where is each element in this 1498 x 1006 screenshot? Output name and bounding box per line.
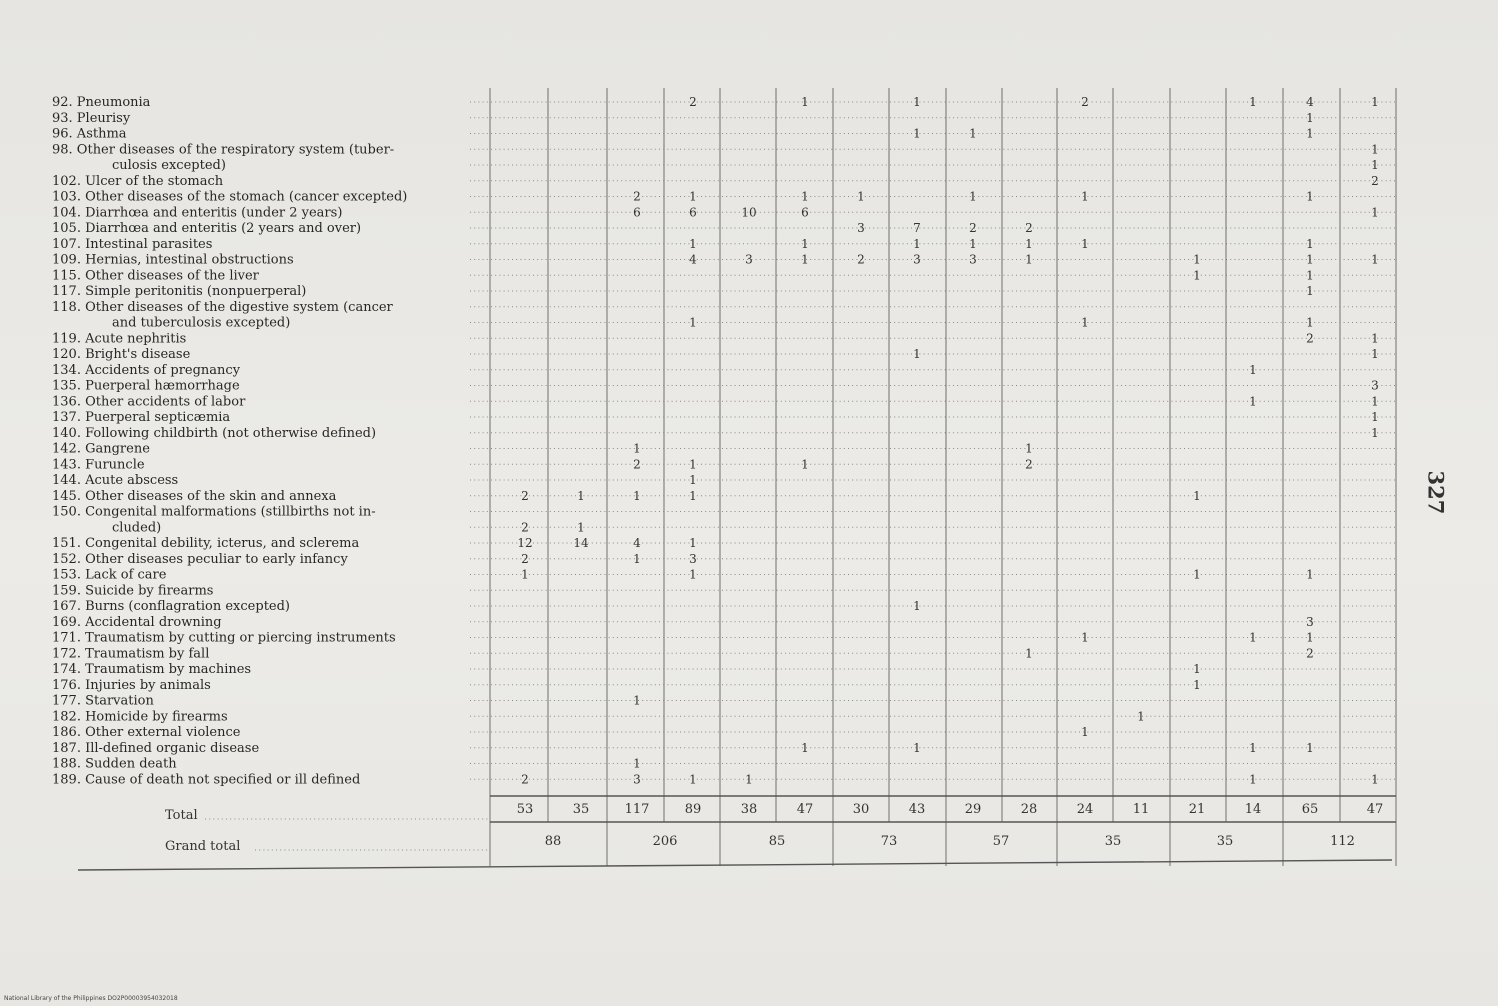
cause-label: cluded) (112, 520, 162, 536)
cell-value: 1 (1306, 110, 1314, 125)
total-value: 24 (1076, 802, 1094, 817)
cell-value: 1 (1025, 441, 1033, 456)
cause-label: 115. Other diseases of the liver (52, 268, 259, 284)
cause-label: 107. Intestinal parasites (52, 236, 213, 252)
cell-value: 1 (1249, 630, 1257, 645)
cause-label: 119. Acute nephritis (52, 331, 187, 347)
cell-value: 1 (1371, 158, 1379, 172)
cause-label: 104. Diarrhœa and enteritis (under 2 years) (52, 205, 343, 221)
cell-value: 1 (969, 189, 977, 204)
cell-value: 6 (633, 205, 641, 220)
cause-label: 118. Other diseases of the digestive system (cancer (52, 299, 393, 315)
cell-value: 1 (1193, 567, 1201, 582)
cell-value: 1 (913, 236, 921, 251)
cause-label: 169. Accidental drowning (52, 614, 222, 630)
library-footer: National Library of the Philippines DO2P00003954032018 (4, 995, 178, 1002)
cause-label: 186. Other external violence (52, 725, 241, 740)
cause-label: 176. Injuries by animals (52, 677, 211, 693)
cell-value: 1 (913, 95, 921, 109)
cell-value: 1 (1193, 252, 1201, 267)
total-value: 35 (572, 802, 590, 817)
cause-label: 98. Other diseases of the respiratory system (tuber- (52, 142, 395, 158)
cell-value: 1 (1193, 677, 1201, 692)
total-value: 43 (908, 802, 926, 817)
table-bottom-rule (78, 860, 1392, 870)
cause-label: 142. Gangrene (52, 441, 150, 457)
cause-label: 159. Suicide by firearms (52, 583, 214, 599)
cell-value: 1 (1371, 347, 1379, 361)
cell-value: 4 (689, 252, 697, 267)
cell-value: 1 (969, 126, 977, 141)
cell-value: 1 (801, 252, 809, 267)
cell-value: 1 (1249, 95, 1257, 109)
total-value: 38 (740, 802, 758, 817)
cell-value: 1 (1306, 268, 1314, 283)
grand-total-value: 85 (768, 834, 786, 849)
cause-label: 152. Other diseases peculiar to early infancy (52, 551, 348, 567)
cause-labels (52, 95, 407, 787)
total-value: 117 (624, 802, 650, 817)
cause-label: 153. Lack of care (52, 567, 167, 583)
total-value: 28 (1020, 802, 1038, 817)
cell-value: 1 (857, 189, 865, 204)
cell-value: 2 (689, 95, 697, 109)
cell-value: 1 (969, 236, 977, 251)
cell-value: 1 (1306, 284, 1314, 298)
cell-value: 1 (689, 473, 697, 487)
cell-value: 1 (1306, 630, 1314, 645)
cause-label: 103. Other diseases of the stomach (cancer excepted) (52, 189, 408, 205)
cell-value: 1 (1371, 772, 1379, 787)
cell-value: 1 (801, 457, 809, 472)
cause-label: 174. Traumatism by machines (52, 662, 252, 677)
total-value: 11 (1132, 802, 1150, 817)
cell-value: 1 (1371, 410, 1379, 424)
cell-value: 1 (1249, 394, 1257, 409)
cause-label: 120. Bright's disease (52, 347, 191, 362)
cell-value: 1 (689, 189, 697, 204)
cell-value: 1 (1371, 95, 1379, 109)
cell-value: 1 (1081, 725, 1089, 739)
total-value: 53 (516, 802, 534, 817)
cell-value: 2 (521, 520, 529, 535)
cell-value: 1 (633, 693, 641, 708)
cell-value: 1 (1249, 740, 1257, 755)
cause-label: 134. Accidents of pregnancy (52, 362, 241, 378)
cell-value: 1 (633, 756, 641, 771)
cell-value: 1 (1306, 126, 1314, 141)
cell-value: 1 (1193, 662, 1201, 676)
cause-label: 151. Congenital debility, icterus, and sclerema (52, 536, 360, 551)
total-label: Total (165, 808, 198, 823)
cell-value: 3 (857, 221, 865, 235)
grand-total-value: 35 (1216, 834, 1234, 849)
cause-label: 137. Puerperal septicæmia (52, 410, 231, 425)
total-value: 30 (852, 802, 870, 817)
cell-value: 1 (689, 457, 697, 472)
cause-label: 117. Simple peritonitis (nonpuerperal) (52, 284, 307, 299)
cell-value: 1 (689, 236, 697, 251)
cell-value: 3 (745, 252, 753, 267)
cell-value: 1 (801, 95, 809, 109)
table-cells (517, 95, 1378, 786)
cell-value: 3 (969, 252, 977, 267)
cause-label: 145. Other diseases of the skin and annexa (52, 488, 337, 504)
cell-value: 1 (689, 315, 697, 330)
grand-total-value: 206 (652, 834, 678, 849)
cell-value: 2 (521, 551, 529, 566)
cause-label: 150. Congenital malformations (stillbirths not in- (52, 504, 376, 520)
total-value: 47 (796, 802, 814, 817)
cell-value: 1 (1306, 252, 1314, 267)
cause-label: 136. Other accidents of labor (52, 394, 246, 410)
cell-value: 12 (517, 536, 533, 550)
cell-value: 6 (689, 205, 697, 220)
cause-label: 177. Starvation (52, 693, 154, 709)
cell-value: 3 (1306, 614, 1314, 629)
cell-value: 1 (913, 740, 921, 755)
cell-value: 1 (1193, 268, 1201, 283)
cell-value: 14 (573, 536, 589, 550)
cause-label: and tuberculosis excepted) (112, 315, 291, 331)
cell-value: 1 (801, 236, 809, 251)
grand-total-value: 88 (544, 834, 562, 849)
cell-value: 2 (969, 221, 977, 235)
cause-label: 96. Asthma (52, 126, 127, 142)
cell-value: 1 (801, 740, 809, 755)
cell-value: 1 (1025, 252, 1033, 267)
cell-value: 1 (1306, 236, 1314, 251)
page-number: 327 (1423, 470, 1449, 515)
cell-value: 1 (745, 772, 753, 787)
cause-label: 92. Pneumonia (52, 95, 151, 110)
cell-value: 1 (1025, 646, 1033, 661)
total-value: 89 (684, 802, 702, 817)
cell-value: 2 (857, 252, 865, 267)
cell-value: 1 (801, 189, 809, 204)
cell-value: 1 (1081, 315, 1089, 330)
cell-value: 1 (1306, 567, 1314, 582)
cell-value: 1 (689, 772, 697, 787)
cell-value: 1 (1249, 772, 1257, 787)
cause-label: 182. Homicide by firearms (52, 709, 228, 725)
cause-label: 144. Acute abscess (52, 473, 179, 488)
cell-value: 1 (1249, 362, 1257, 377)
cell-value: 1 (1371, 142, 1379, 157)
grand-total-value: 73 (880, 834, 898, 849)
total-value: 47 (1366, 802, 1384, 817)
cause-label: 187. Ill-defined organic disease (52, 740, 260, 756)
cell-value: 1 (1306, 315, 1314, 330)
cause-label: 135. Puerperal hæmorrhage (52, 378, 240, 394)
cause-label: culosis excepted) (112, 158, 226, 173)
cell-value: 1 (689, 488, 697, 503)
cell-value: 1 (633, 488, 641, 503)
totals-row (165, 802, 1383, 854)
cell-value: 2 (1306, 646, 1314, 661)
cell-value: 2 (1025, 221, 1033, 235)
cell-value: 1 (1371, 331, 1379, 346)
cell-value: 1 (913, 126, 921, 141)
cell-value: 1 (1371, 425, 1379, 440)
cell-value: 2 (1081, 95, 1089, 109)
cell-value: 3 (913, 252, 921, 267)
grand-total-value: 35 (1104, 834, 1122, 849)
cell-value: 1 (633, 441, 641, 456)
cell-value: 1 (913, 347, 921, 361)
cell-value: 1 (1371, 252, 1379, 267)
cell-value: 7 (913, 221, 921, 235)
cell-value: 2 (1025, 457, 1033, 472)
cause-label: 93. Pleurisy (52, 110, 131, 126)
cell-value: 1 (633, 551, 641, 566)
cell-value: 1 (1137, 709, 1145, 724)
cell-value: 10 (741, 205, 757, 220)
cell-value: 1 (689, 536, 697, 550)
cell-value: 1 (1306, 740, 1314, 755)
cause-label: 143. Furuncle (52, 457, 145, 473)
cell-value: 2 (633, 457, 641, 472)
cell-value: 1 (1081, 630, 1089, 645)
cell-value: 2 (521, 488, 529, 503)
cause-label: 167. Burns (conflagration excepted) (52, 599, 290, 614)
cell-value: 1 (1193, 488, 1201, 503)
cause-label: 189. Cause of death not specified or ill defined (52, 772, 361, 788)
cause-label: 102. Ulcer of the stomach (52, 173, 224, 189)
cause-label: 188. Sudden death (52, 756, 177, 772)
cell-value: 1 (1081, 236, 1089, 251)
cell-value: 2 (1306, 331, 1314, 346)
total-value: 14 (1244, 802, 1262, 817)
cell-value: 1 (521, 567, 529, 582)
cell-value: 1 (1306, 189, 1314, 204)
grand-total-value: 57 (992, 834, 1010, 849)
cell-value: 2 (633, 189, 641, 204)
cell-value: 1 (1371, 394, 1379, 409)
cause-label: 172. Traumatism by fall (52, 646, 210, 662)
cause-label: 105. Diarrhœa and enteritis (2 years and over) (52, 221, 362, 236)
grand-total-value: 112 (1330, 834, 1355, 849)
cell-value: 1 (1081, 189, 1089, 204)
cell-value: 2 (1371, 173, 1379, 188)
cell-value: 3 (633, 772, 641, 787)
cell-value: 4 (633, 536, 641, 550)
cell-value: 1 (913, 599, 921, 613)
cell-value: 4 (1306, 95, 1314, 109)
grand-total-label: Grand total (165, 839, 241, 854)
cell-value: 6 (801, 205, 809, 220)
cell-value: 1 (577, 488, 585, 503)
cell-value: 1 (1025, 236, 1033, 251)
cause-label: 171. Traumatism by cutting or piercing instruments (52, 630, 396, 646)
total-value: 65 (1301, 802, 1319, 817)
cell-value: 1 (1371, 205, 1379, 220)
cell-value: 1 (689, 567, 697, 582)
cell-value: 1 (577, 520, 585, 535)
total-value: 21 (1188, 802, 1206, 817)
cell-value: 3 (1371, 378, 1379, 393)
cause-label: 140. Following childbirth (not otherwise defined) (52, 425, 377, 441)
cause-label: 109. Hernias, intestinal obstructions (52, 252, 294, 268)
total-value: 29 (964, 802, 982, 817)
cell-value: 3 (689, 551, 697, 566)
cell-value: 2 (521, 772, 529, 787)
